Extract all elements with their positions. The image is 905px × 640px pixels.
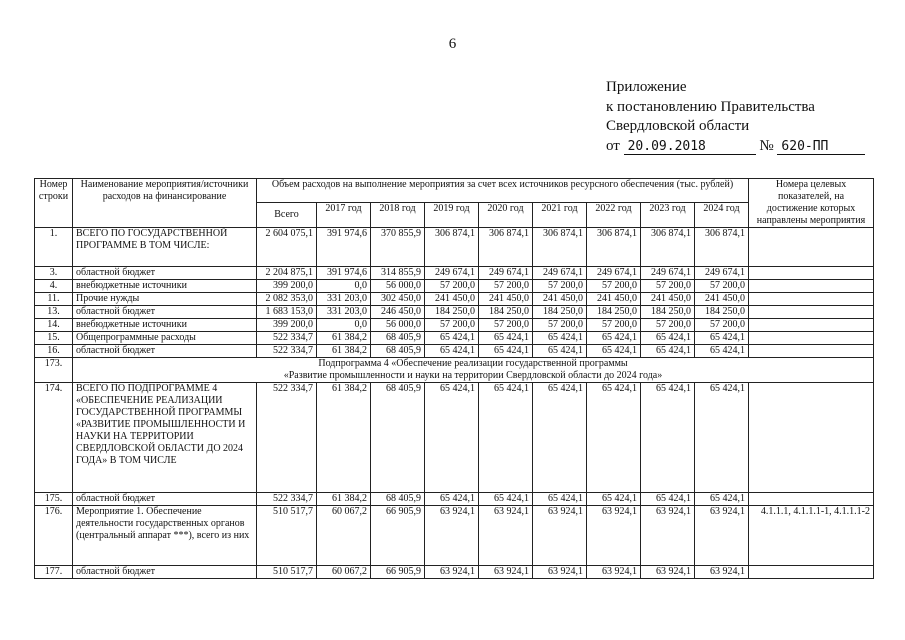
header-year: 2021 год <box>533 203 587 228</box>
value-year: 66 905,9 <box>371 566 425 579</box>
value-year: 314 855,9 <box>371 267 425 280</box>
row-targets <box>749 493 874 506</box>
value-year: 306 874,1 <box>479 228 533 267</box>
value-total: 2 204 875,1 <box>257 267 317 280</box>
value-year: 241 450,0 <box>479 293 533 306</box>
value-year: 391 974,6 <box>317 267 371 280</box>
value-total: 2 082 353,0 <box>257 293 317 306</box>
row-targets <box>749 319 874 332</box>
value-year: 56 000,0 <box>371 319 425 332</box>
table-row <box>35 383 874 493</box>
row-name: Прочие нужды <box>73 293 257 306</box>
row-targets <box>749 280 874 293</box>
row-name: внебюджетные источники <box>73 319 257 332</box>
value-year: 65 424,1 <box>425 345 479 358</box>
row-number: 14. <box>35 319 73 332</box>
row-targets <box>749 267 874 280</box>
value-year: 65 424,1 <box>695 383 749 493</box>
value-year: 65 424,1 <box>425 332 479 345</box>
value-year: 0,0 <box>317 280 371 293</box>
value-year: 65 424,1 <box>695 345 749 358</box>
value-year: 241 450,0 <box>695 293 749 306</box>
row-targets <box>749 345 874 358</box>
row-targets <box>749 332 874 345</box>
row-targets <box>749 566 874 579</box>
page-number: 6 <box>448 36 457 52</box>
value-year: 306 874,1 <box>587 228 641 267</box>
row-number: 4. <box>35 280 73 293</box>
table-row <box>35 228 874 267</box>
value-year: 184 250,0 <box>533 306 587 319</box>
subprogram-title-line2: «Развитие промышленности и науки на территории Свердловской области до 2024 года» <box>283 370 663 381</box>
value-total: 2 604 075,1 <box>257 228 317 267</box>
value-year: 63 924,1 <box>479 506 533 566</box>
value-year: 68 405,9 <box>371 493 425 506</box>
appendix-date-line <box>606 137 865 157</box>
value-year: 57 200,0 <box>695 280 749 293</box>
value-year: 65 424,1 <box>533 383 587 493</box>
value-total: 522 334,7 <box>257 345 317 358</box>
value-total: 522 334,7 <box>257 332 317 345</box>
row-name: областной бюджет <box>73 306 257 319</box>
header-volume: Объем расходов на выполнение мероприятия за счет всех источников ресурсного обеспечения (тыс. рублей) <box>257 179 749 203</box>
value-year: 370 855,9 <box>371 228 425 267</box>
value-year: 61 384,2 <box>317 345 371 358</box>
appendix-title: Приложение <box>606 79 687 95</box>
row-number: 1. <box>35 228 73 267</box>
header-year: 2019 год <box>425 203 479 228</box>
value-year: 65 424,1 <box>641 332 695 345</box>
header-year: 2020 год <box>479 203 533 228</box>
decree-number: 620-ПП <box>777 139 865 155</box>
value-year: 249 674,1 <box>641 267 695 280</box>
header-name: Наименование мероприятия/источники расходов на финансирование <box>73 179 257 228</box>
value-year: 56 000,0 <box>371 280 425 293</box>
value-year: 63 924,1 <box>533 566 587 579</box>
header-year: 2017 год <box>317 203 371 228</box>
value-year: 57 200,0 <box>587 280 641 293</box>
value-year: 391 974,6 <box>317 228 371 267</box>
value-year: 68 405,9 <box>371 332 425 345</box>
value-year: 63 924,1 <box>533 506 587 566</box>
value-year: 249 674,1 <box>425 267 479 280</box>
row-number: 15. <box>35 332 73 345</box>
table-row <box>35 280 874 293</box>
decree-date: 20.09.2018 <box>624 139 756 155</box>
value-year: 65 424,1 <box>695 332 749 345</box>
table-row <box>35 566 874 579</box>
table-row <box>35 332 874 345</box>
row-name: областной бюджет <box>73 493 257 506</box>
value-year: 331 203,0 <box>317 293 371 306</box>
value-year: 61 384,2 <box>317 332 371 345</box>
value-year: 63 924,1 <box>695 506 749 566</box>
row-targets <box>749 293 874 306</box>
value-year: 63 924,1 <box>695 566 749 579</box>
row-name: внебюджетные источники <box>73 280 257 293</box>
date-prefix: от <box>606 137 620 154</box>
value-year: 60 067,2 <box>317 506 371 566</box>
value-year: 65 424,1 <box>587 332 641 345</box>
value-year: 65 424,1 <box>479 345 533 358</box>
value-year: 65 424,1 <box>587 493 641 506</box>
appendix-region: Свердловской области <box>606 118 750 134</box>
value-year: 249 674,1 <box>695 267 749 280</box>
header-total: Всего <box>257 203 317 228</box>
table-row <box>35 306 874 319</box>
value-year: 57 200,0 <box>533 319 587 332</box>
subprogram-row <box>35 358 874 383</box>
value-year: 306 874,1 <box>533 228 587 267</box>
value-total: 522 334,7 <box>257 383 317 493</box>
value-year: 57 200,0 <box>641 319 695 332</box>
appendix-decree: к постановлению Правительства <box>606 98 815 115</box>
row-name: областной бюджет <box>73 345 257 358</box>
header-year: 2018 год <box>371 203 425 228</box>
row-number: 173. <box>35 358 73 383</box>
row-number: 13. <box>35 306 73 319</box>
row-number: 11. <box>35 293 73 306</box>
value-total: 510 517,7 <box>257 506 317 566</box>
value-year: 331 203,0 <box>317 306 371 319</box>
row-name: областной бюджет <box>73 267 257 280</box>
table-row <box>35 345 874 358</box>
value-year: 184 250,0 <box>425 306 479 319</box>
value-year: 57 200,0 <box>479 319 533 332</box>
value-year: 65 424,1 <box>641 383 695 493</box>
table-row <box>35 267 874 280</box>
row-name: областной бюджет <box>73 566 257 579</box>
value-year: 65 424,1 <box>425 493 479 506</box>
value-year: 68 405,9 <box>371 383 425 493</box>
value-year: 65 424,1 <box>587 383 641 493</box>
subprogram-title <box>73 358 874 383</box>
value-total: 522 334,7 <box>257 493 317 506</box>
value-year: 184 250,0 <box>479 306 533 319</box>
value-year: 63 924,1 <box>587 506 641 566</box>
value-year: 57 200,0 <box>695 319 749 332</box>
value-year: 65 424,1 <box>533 493 587 506</box>
value-total: 1 683 153,0 <box>257 306 317 319</box>
value-year: 57 200,0 <box>641 280 695 293</box>
value-year: 184 250,0 <box>587 306 641 319</box>
value-year: 57 200,0 <box>479 280 533 293</box>
value-year: 249 674,1 <box>479 267 533 280</box>
value-year: 65 424,1 <box>587 345 641 358</box>
row-targets <box>749 383 874 493</box>
value-year: 60 067,2 <box>317 566 371 579</box>
value-year: 57 200,0 <box>587 319 641 332</box>
appendix-block <box>606 78 865 156</box>
value-year: 65 424,1 <box>695 493 749 506</box>
value-year: 0,0 <box>317 319 371 332</box>
value-year: 65 424,1 <box>479 383 533 493</box>
row-targets: 4.1.1.1, 4.1.1.1-1, 4.1.1.1-2 <box>749 506 874 566</box>
value-total: 510 517,7 <box>257 566 317 579</box>
row-number: 176. <box>35 506 73 566</box>
row-number: 177. <box>35 566 73 579</box>
value-year: 241 450,0 <box>641 293 695 306</box>
row-name: ВСЕГО ПО ГОСУДАРСТВЕННОЙ ПРОГРАММЕ В ТОМ ЧИСЛЕ: <box>73 228 257 267</box>
value-year: 65 424,1 <box>425 383 479 493</box>
row-number: 16. <box>35 345 73 358</box>
value-year: 65 424,1 <box>533 345 587 358</box>
value-year: 306 874,1 <box>425 228 479 267</box>
row-name: Общепрограммные расходы <box>73 332 257 345</box>
table-body <box>35 228 874 579</box>
value-year: 302 450,0 <box>371 293 425 306</box>
row-targets <box>749 306 874 319</box>
budget-table <box>34 178 874 579</box>
value-year: 63 924,1 <box>641 506 695 566</box>
value-year: 246 450,0 <box>371 306 425 319</box>
value-year: 65 424,1 <box>479 332 533 345</box>
value-year: 63 924,1 <box>587 566 641 579</box>
row-name: Мероприятие 1. Обеспечение деятельности государственных органов (центральный аппарат ***), всего из них <box>73 506 257 566</box>
value-year: 57 200,0 <box>533 280 587 293</box>
value-year: 57 200,0 <box>425 319 479 332</box>
value-total: 399 200,0 <box>257 280 317 293</box>
table-row <box>35 319 874 332</box>
table-row <box>35 506 874 566</box>
value-year: 249 674,1 <box>533 267 587 280</box>
table-row <box>35 293 874 306</box>
row-number: 174. <box>35 383 73 493</box>
row-number: 175. <box>35 493 73 506</box>
value-year: 65 424,1 <box>641 345 695 358</box>
row-number: 3. <box>35 267 73 280</box>
value-year: 68 405,9 <box>371 345 425 358</box>
value-year: 184 250,0 <box>641 306 695 319</box>
value-year: 241 450,0 <box>425 293 479 306</box>
value-year: 63 924,1 <box>425 566 479 579</box>
value-year: 65 424,1 <box>641 493 695 506</box>
value-year: 241 450,0 <box>533 293 587 306</box>
value-year: 249 674,1 <box>587 267 641 280</box>
value-year: 63 924,1 <box>641 566 695 579</box>
value-total: 399 200,0 <box>257 319 317 332</box>
value-year: 63 924,1 <box>479 566 533 579</box>
table-row <box>35 493 874 506</box>
header-year: 2023 год <box>641 203 695 228</box>
value-year: 65 424,1 <box>479 493 533 506</box>
row-name: ВСЕГО ПО ПОДПРОГРАММЕ 4 «ОБЕСПЕЧЕНИЕ РЕАЛИЗАЦИИ ГОСУДАРСТВЕННОЙ ПРОГРАММЫ «РАЗВИТИЕ ПРОМЫШЛЕННОСТИ И НАУКИ НА ТЕРРИТОРИИ СВЕРДЛОВСКОЙ ОБЛАСТИ ДО 2024 ГОДА» В ТОМ ЧИСЛЕ <box>73 383 257 493</box>
value-year: 66 905,9 <box>371 506 425 566</box>
value-year: 306 874,1 <box>641 228 695 267</box>
value-year: 241 450,0 <box>587 293 641 306</box>
value-year: 306 874,1 <box>695 228 749 267</box>
number-prefix: № <box>759 137 774 154</box>
header-targets: Номера целевых показателей, на достижение которых направлены мероприятия <box>749 179 874 228</box>
value-year: 61 384,2 <box>317 493 371 506</box>
row-targets <box>749 228 874 267</box>
value-year: 65 424,1 <box>533 332 587 345</box>
header-row-number: Номер строки <box>35 179 73 228</box>
value-year: 57 200,0 <box>425 280 479 293</box>
value-year: 184 250,0 <box>695 306 749 319</box>
header-year: 2022 год <box>587 203 641 228</box>
value-year: 63 924,1 <box>425 506 479 566</box>
header-year: 2024 год <box>695 203 749 228</box>
subprogram-title-line1: Подпрограмма 4 «Обеспечение реализации государственной программы <box>318 358 628 369</box>
value-year: 61 384,2 <box>317 383 371 493</box>
